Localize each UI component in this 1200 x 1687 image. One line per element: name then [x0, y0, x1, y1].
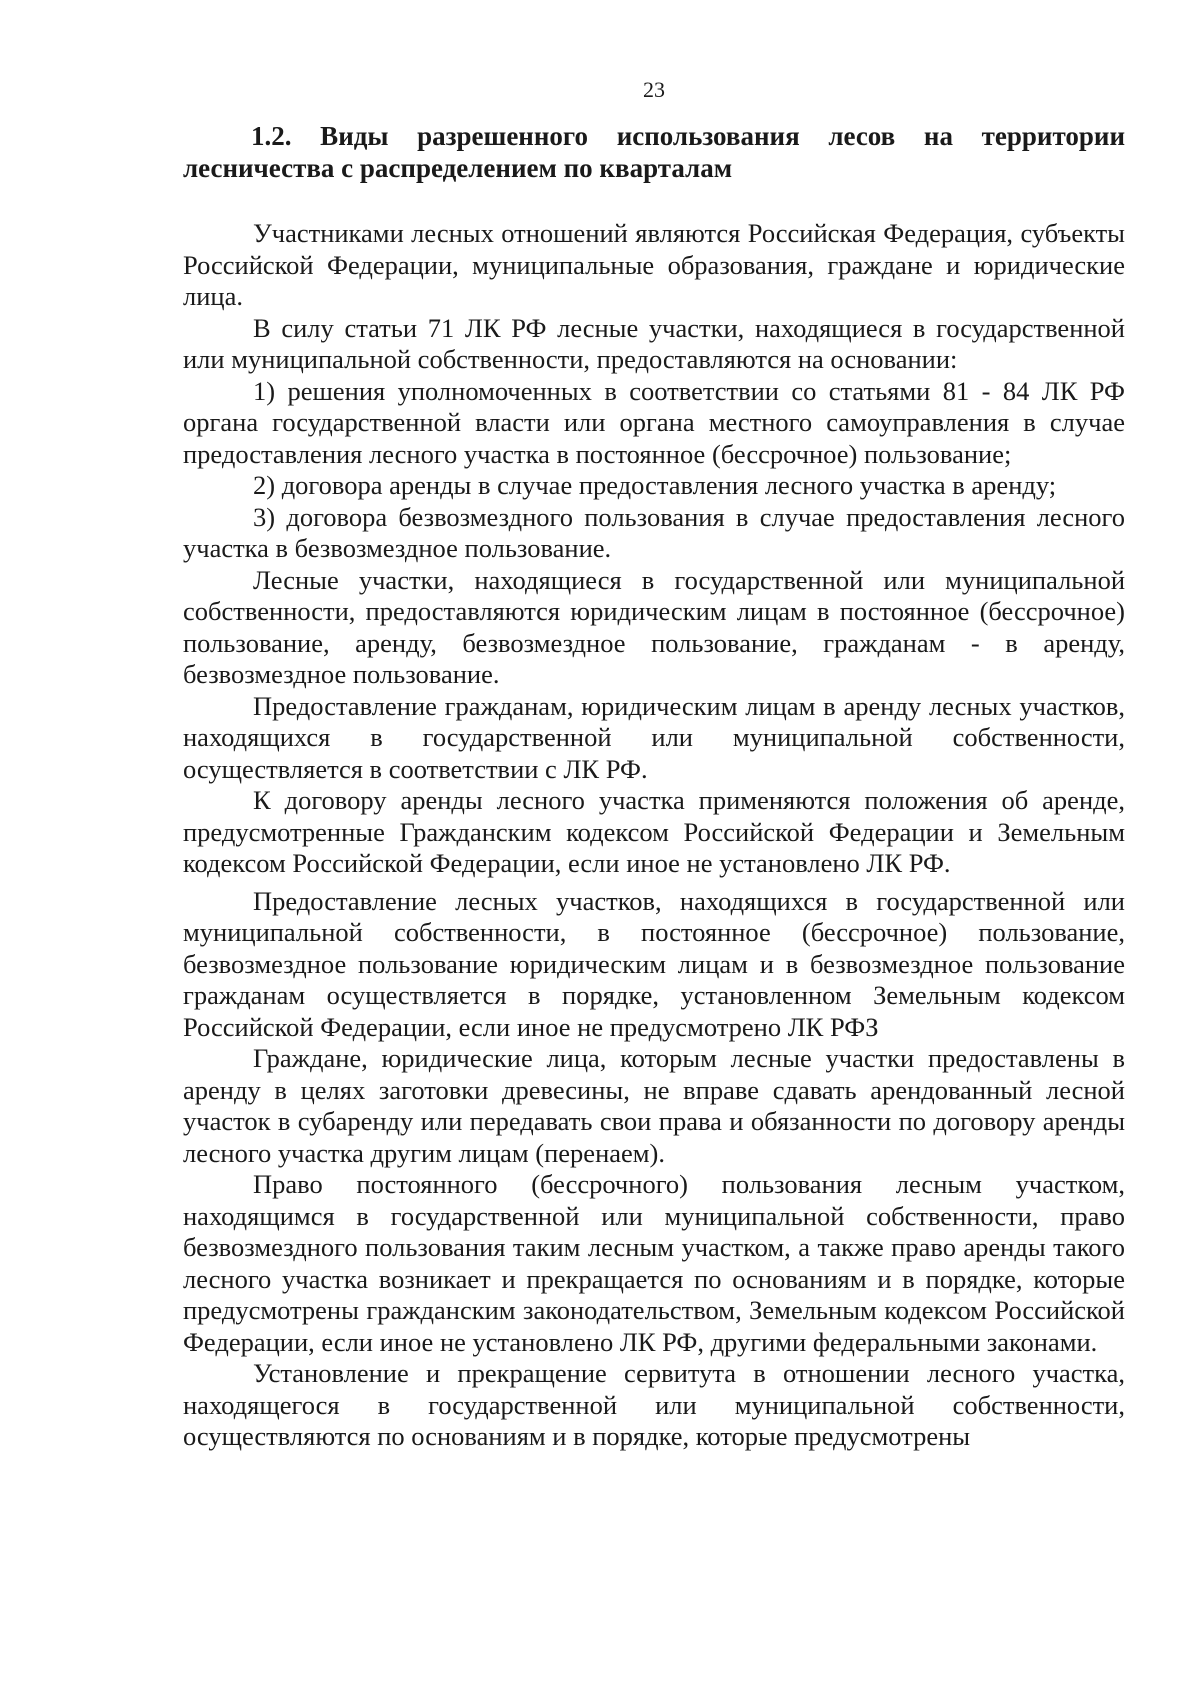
- paragraph: Лесные участки, находящиеся в государственной или муниципальной собственности, предоставляются юридическим лицам в постоянное (бессрочное) пользование, аренду, безвозмездное пользование, гражданам - в аренду, безвозмездное пользование.: [183, 564, 1125, 689]
- paragraph: В силу статьи 71 ЛК РФ лесные участки, находящиеся в государственной или муниципальной собственности, предоставляются на основании:: [183, 312, 1125, 374]
- paragraph: Установление и прекращение сервитута в отношении лесного участка, находящегося в государственной или муниципальной собственности, осуществляются по основаниям и в порядке, которые предусмотрены: [183, 1358, 1125, 1451]
- list-item: 1) решения уполномоченных в соответствии со статьями 81 - 84 ЛК РФ органа государственной власти или органа местного самоуправления в случае предоставления лесного участка в постоянное (бессрочное) пользование;: [183, 375, 1125, 469]
- paragraph: Право постоянного (бессрочного) пользования лесным участком, находящимся в государственной или муниципальной собственности, право безвозмездного пользования таким лесным участком, а также право аренды такого лесного участка возникает и прекращается по основаниям и в порядке, которые предусмотрены гражданским законодательством, Земельным кодексом Российской Федерации, если иное не установлено ЛК РФ, другими федеральными законами.: [183, 1169, 1125, 1357]
- paragraph: К договору аренды лесного участка применяются положения об аренде, предусмотренные Гражданским кодексом Российской Федерации и Земельным кодексом Российской Федерации, если иное не установлено ЛК РФ.: [183, 785, 1125, 878]
- list-item: 3) договора безвозмездного пользования в случае предоставления лесного участка в безвозмездное пользование.: [183, 501, 1125, 563]
- page-number: 23: [643, 77, 665, 102]
- list-item: 2) договора аренды в случае предоставления лесного участка в аренду;: [253, 470, 1057, 500]
- body-text: [183, 218, 1125, 1453]
- section-heading: 1.2. Виды разрешенного использования лесов на территории лесничества с распределением по кварталам: [183, 121, 1125, 183]
- paragraph: Участниками лесных отношений являются Российская Федерация, субъекты Российской Федерации, муниципальные образования, граждане и юридические лица.: [183, 218, 1125, 311]
- paragraph: Предоставление лесных участков, находящихся в государственной или муниципальной собственности, в постоянное (бессрочное) пользование, безвозмездное пользование юридическим лицам и в безвозмездное пользование гражданам осуществляется в порядке, установленном Земельным кодексом Российской Федерации, если иное не предусмотрено ЛК РФЗ: [183, 885, 1125, 1042]
- paragraph: Предоставление гражданам, юридическим лицам в аренду лесных участков, находящихся в государственной или муниципальной собственности, осуществляется в соответствии с ЛК РФ.: [183, 690, 1125, 784]
- paragraph: Граждане, юридические лица, которым лесные участки предоставлены в аренду в целях заготовки древесины, не вправе сдавать арендованный лесной участок в субаренду или передавать свои права и обязанности по договору аренды лесного участка другим лицам (перенаем).: [183, 1043, 1125, 1168]
